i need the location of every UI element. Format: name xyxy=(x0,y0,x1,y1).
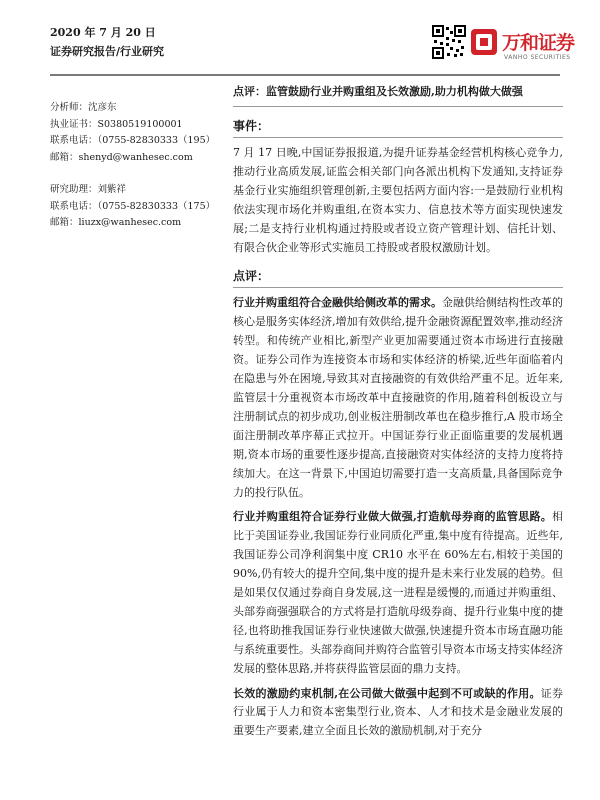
report-type: 证券研究报告/行业研究 xyxy=(50,45,165,58)
paragraph-1 xyxy=(233,294,563,502)
report-headline: 点评：监管鼓励行业并购重组及长效激励,助力机构做大做强 xyxy=(233,85,523,98)
paragraph-3 xyxy=(233,685,563,742)
paragraph-2-body: 相比于美国证券业,我国证券行业同质化严重,集中度有待提高。近些年,我国证券公司净利润集中度 CR10 水平在 60%左右,相较于美国的 90%,仍有较大的提升空间,集中度的提升是未来行业发展的趋势。但是如果仅仅通过券商自身发展,这一进程是缓慢的,而通过并购重组、头部券商强强联合的方式将是打造航母级券商、提升行业集中度的捷径,也将助推我国证券行业快速做大做强,快速提升资本市场直融功能与系统重要性。头部券商间并购符合监管引导资本市场支持实体经济发展的整体思路,并将获得监管层面的鼎力支持。 xyxy=(233,510,563,675)
analyst-email: 邮箱：shenyd@wanhesec.com xyxy=(50,151,193,163)
analyst-name: 分析师：沈彦东 xyxy=(50,102,117,113)
event-heading: 事件： xyxy=(233,119,270,133)
event-paragraph: 7 月 17 日晚,中国证券报报道,为提升证券基金经营机构核心竞争力,推动行业高质发展,证监会相关部门向各派出机构下发通知,支持证券基金行业实施组织管理创新,主要包括两方面内容:一是鼓励行业机构依法实现市场化并购重组,在资本实力、信息技术等方面实现快速发展;二是支持行业机构通过持股或者设立资产管理计划、信托计划、有限合伙企业等形式实施员工持股或者股权激励计划。 xyxy=(233,146,563,254)
comment-heading: 点评： xyxy=(233,269,270,284)
brand-logo-subtext: VANHO SECURITIES xyxy=(504,54,571,61)
assistant-email: 邮箱：liuzx@wanhesec.com xyxy=(50,217,182,228)
analyst-info xyxy=(50,100,216,232)
paragraph-3-body: 证券行业属于人力和资本密集型行业,资本、人才和技术是金融业发展的重要生产要素,建立全面且长效的激励机制,对于充分 xyxy=(233,686,564,738)
assistant-name: 研究助理：刘紫祥 xyxy=(50,184,127,195)
analyst-phone: 联系电话：（0755-82830333（195） xyxy=(50,135,216,146)
headline-divider xyxy=(233,106,563,107)
paragraph-1-lead: 行业并购重组符合金融供给侧改革的需求。 xyxy=(233,296,442,310)
qr-code-icon xyxy=(432,25,466,59)
assistant-phone: 联系电话：（0755-82830333（175） xyxy=(50,200,216,212)
analyst-license: 执业证书：S0380519100001 xyxy=(50,118,183,130)
paragraph-2-lead: 行业并购重组符合证券行业做大做强,打造航母券商的监管思路。 xyxy=(233,510,552,524)
paragraph-2 xyxy=(233,508,563,678)
main-content xyxy=(233,84,563,741)
brand-logo-text: 万和证券 xyxy=(502,32,575,54)
header-divider xyxy=(50,74,560,76)
report-date: 2020 年 7 月 20 日 xyxy=(50,26,156,39)
event-divider xyxy=(233,137,563,138)
paragraph-3-lead: 长效的激励约束机制,在公司做大做强中起到不可或缺的作用。 xyxy=(233,686,541,700)
paragraph-1-body: 金融供给侧结构性改革的核心是服务实体经济,增加有效供给,提升金融资源配置效率,推动经济转型。和传统产业相比,新型产业更加需要通过资本市场进行直接融资。证券公司作为连接资本市场和实体经济的桥梁,近些年面临着内在隐患与外在困境,导致其对直接融资的有效供给严重不足。近年来,监管层十分重视资本市场改革中直接融资的作用,随着科创板设立与注册制试点的初步成功,创业板注册制改革也在稳步推行,A 股市场全面注册制改革序幕正式拉开。中国证券行业正面临重要的发展机遇期,资本市场的重要性逐步提高,直接融资对实体经济的支持力度将持续加大。在这一背景下,中国迫切需要打造一支高质量,具备国际竞争力的投行队伍。 xyxy=(233,296,563,499)
comment-divider xyxy=(233,287,563,288)
brand-logo-icon xyxy=(470,28,498,56)
